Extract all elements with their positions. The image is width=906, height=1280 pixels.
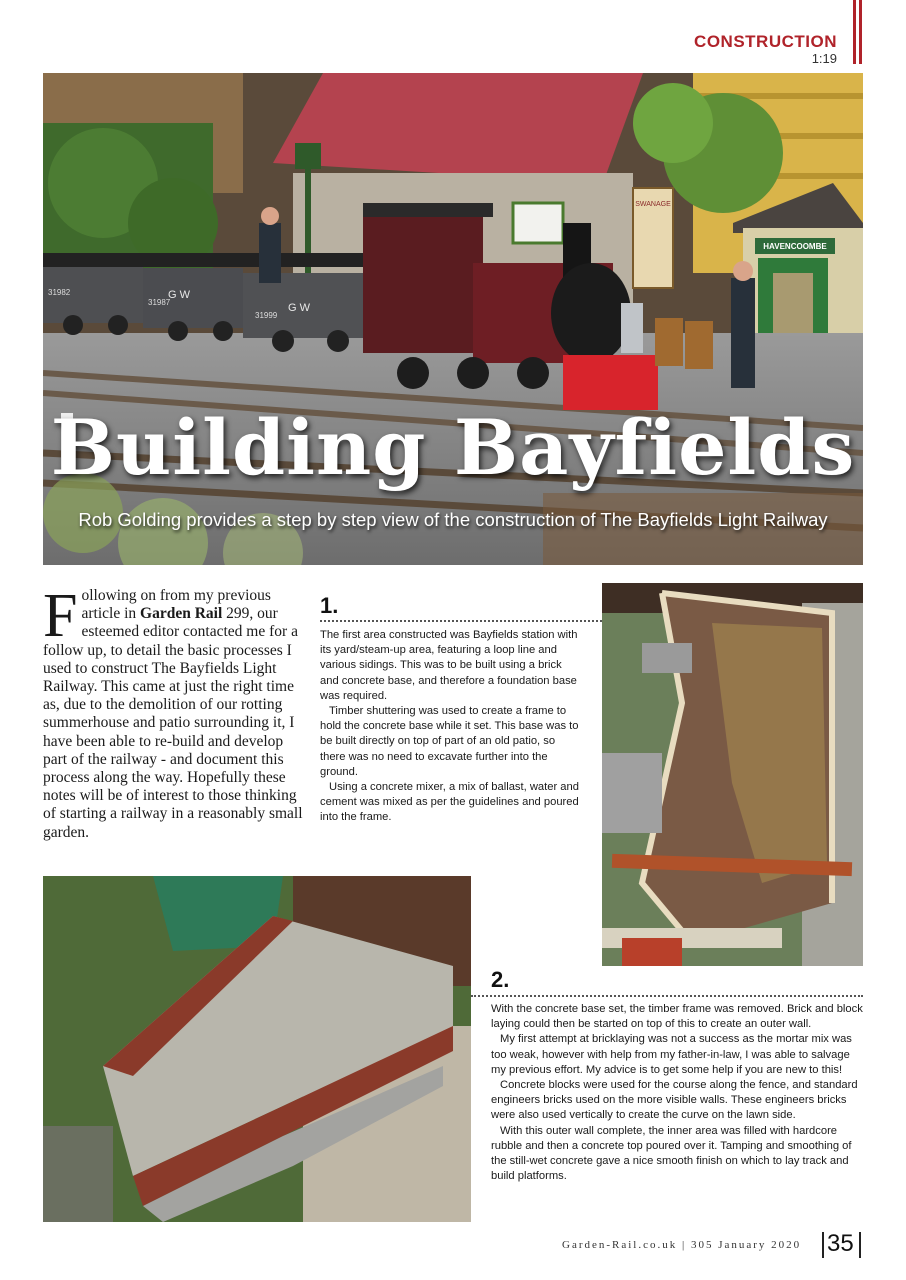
wagon-label: 31987 — [148, 298, 171, 307]
step-number: 2. — [491, 967, 510, 992]
scale-label: 1:19 — [811, 51, 837, 66]
page-number-bar — [859, 1232, 861, 1258]
accent-bar — [859, 0, 862, 64]
divider — [320, 620, 602, 622]
paragraph: Using a concrete mixer, a mix of ballast, water and cement was mixed as per the guidelines and poured into the frame. — [320, 781, 579, 824]
drop-cap: F — [43, 582, 78, 650]
page-title: Building Bayfields — [50, 403, 856, 492]
footer-credit: Garden-Rail.co.uk | 305 January 2020 — [562, 1239, 802, 1251]
step-2-text — [491, 1002, 863, 1184]
standfirst: Rob Golding provides a step by step view of the construction of The Bayfields Light Railway — [78, 509, 828, 530]
intro-text: ollowing on from my previous article in — [81, 587, 271, 623]
timber-frame-illustration — [602, 583, 863, 966]
page-number-bar — [822, 1232, 824, 1258]
divider — [471, 995, 863, 997]
intro-paragraph — [43, 582, 305, 842]
poster-text: SWANAGE — [635, 201, 671, 208]
paragraph: With the concrete base set, the timber frame was removed. Brick and block laying could then be started on top of this to create an outer wall. — [491, 1003, 863, 1031]
paragraph: With this outer wall complete, the inner area was filled with hardcore rubble and then a concrete top poured over it. Tamping and smoothing of the still-wet concrete gave a nice smooth finish on which to lay track and build platforms. — [491, 1124, 852, 1183]
paragraph: Concrete blocks were used for the course along the fence, and standard engineers bricks used on the more visible walls. These engineers bricks were also used vertically to create the curve on the lawn side. — [491, 1079, 858, 1122]
brick-wall-photo — [43, 876, 471, 1222]
magazine-name: Garden Rail — [140, 605, 223, 623]
hero-photo — [43, 73, 863, 565]
step-number: 1. — [320, 593, 339, 618]
wagon-letters: G W — [168, 289, 190, 301]
station-sign: HAVENCOOMBE — [763, 242, 827, 251]
brick-wall-illustration — [43, 876, 471, 1222]
page-number: 35 — [827, 1230, 854, 1257]
paragraph: My first attempt at bricklaying was not a success as the mortar mix was too weak, however with help from my father-in-law, I was able to salvage my previous effort. My advice is to get some help if you are new to this! — [491, 1033, 852, 1076]
paragraph: The first area constructed was Bayfields station with its yard/steam-up area, featuring a loop line and various sidings. This was to be built using a brick and concrete base, and therefore a foundation base was required. — [320, 629, 578, 702]
wagon-label: 31982 — [48, 288, 71, 297]
section-label: CONSTRUCTION — [694, 32, 837, 51]
timber-frame-photo — [602, 583, 863, 966]
step-1-text — [320, 628, 582, 826]
accent-bar — [853, 0, 856, 64]
wagon-label: 31999 — [255, 311, 278, 320]
paragraph: Timber shuttering was used to create a frame to hold the concrete base while it set. This base was to be built directly on top of part of an old patio, so there was no need to excavate further into the ground. — [320, 705, 579, 778]
wagon-letters: G W — [288, 302, 310, 314]
intro-text: 299, our esteemed editor contacted me for a follow up, to detail the basic processes I used to construct The Bayfields Light Railway. This came at just the right time as, due to the demolition of our rotting summerhouse and patio surrounding it, I have been able to re-build and develop part of the railway - and document this process along the way. Hopefully these notes will be of interest to those thinking of starting a railway in a reasonably small garden. — [43, 605, 303, 841]
